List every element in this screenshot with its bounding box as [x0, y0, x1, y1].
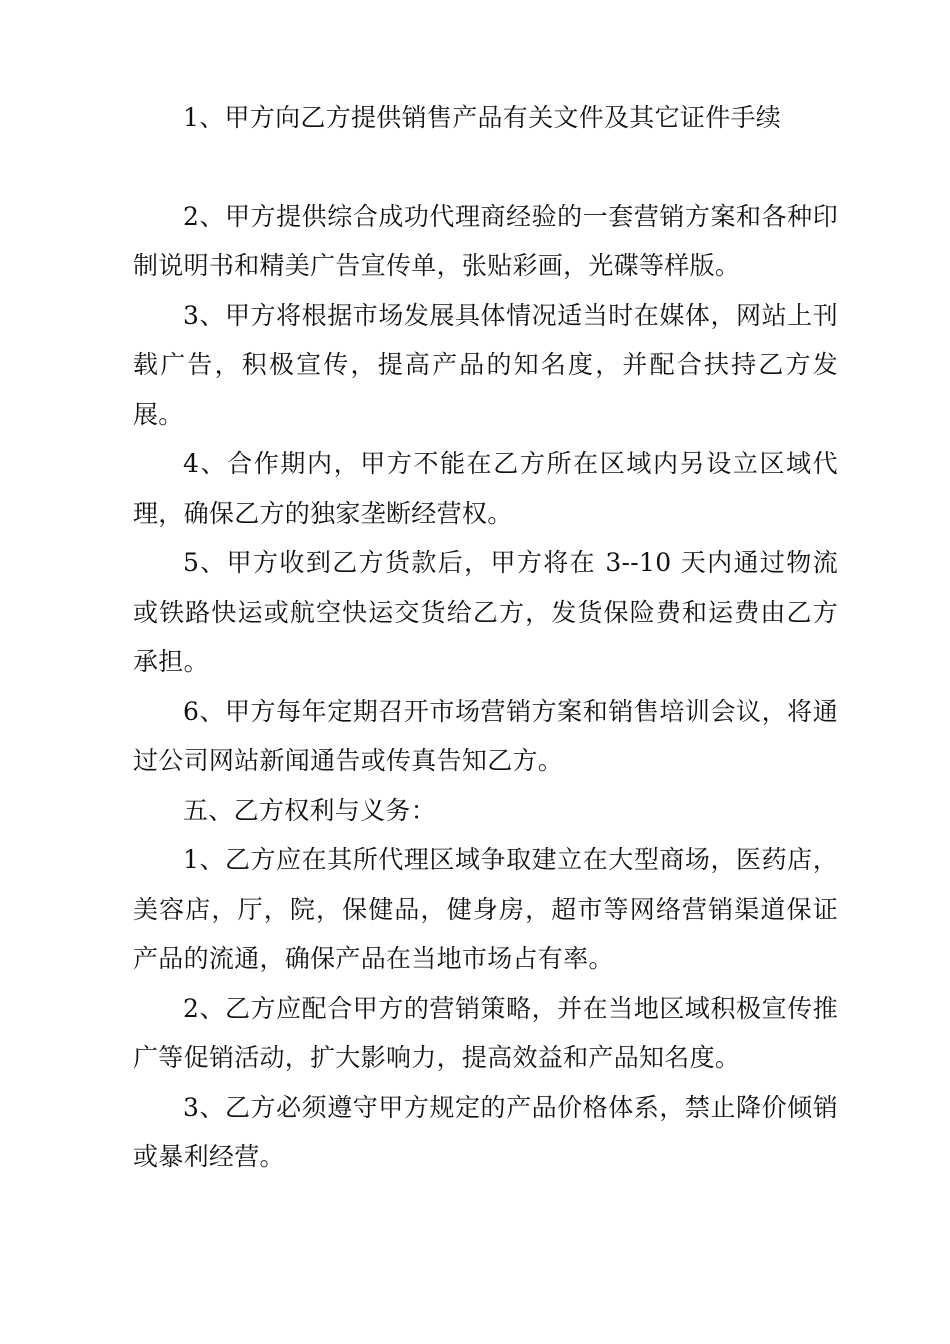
paragraph-2: 2、甲方提供综合成功代理商经验的一套营销方案和各种印制说明书和精美广告宣传单，张贴彩画，光碟等样版。 [133, 201, 838, 280]
paragraph-7: 1、乙方应在其所代理区域争取建立在大型商场，医药店，美容店，厅，院，保健品，健身房，超市等网络营销渠道保证产品的流通，确保产品在当地市场占有率。 [133, 845, 838, 973]
paragraph-5: 5、甲方收到乙方货款后，甲方将在 3--10 天内通过物流或铁路快运或航空快运交货给乙方，发货保险费和运费由乙方承担。 [133, 548, 838, 676]
document-body [133, 93, 838, 1182]
paragraph-3: 3、甲方将根据市场发展具体情况适当时在媒体，网站上刊载广告，积极宣传，提高产品的知名度，并配合扶持乙方发展。 [133, 300, 838, 429]
paragraph-6: 6、甲方每年定期召开市场营销方案和销售培训会议，将通过公司网站新闻通告或传真告知乙方。 [133, 696, 838, 775]
section-heading: 五、乙方权利与义务： [183, 795, 437, 825]
paragraph-9: 3、乙方必须遵守甲方规定的产品价格体系，禁止降价倾销或暴利经营。 [133, 1092, 838, 1171]
paragraph-8: 2、乙方应配合甲方的营销策略，并在当地区域积极宣传推广等促销活动，扩大影响力，提高效益和产品知名度。 [133, 993, 838, 1072]
paragraph-1: 1、甲方向乙方提供销售产品有关文件及其它证件手续 [183, 103, 782, 132]
paragraph-4: 4、合作期内，甲方不能在乙方所在区域内另设立区域代理，确保乙方的独家垄断经营权。 [133, 449, 838, 528]
